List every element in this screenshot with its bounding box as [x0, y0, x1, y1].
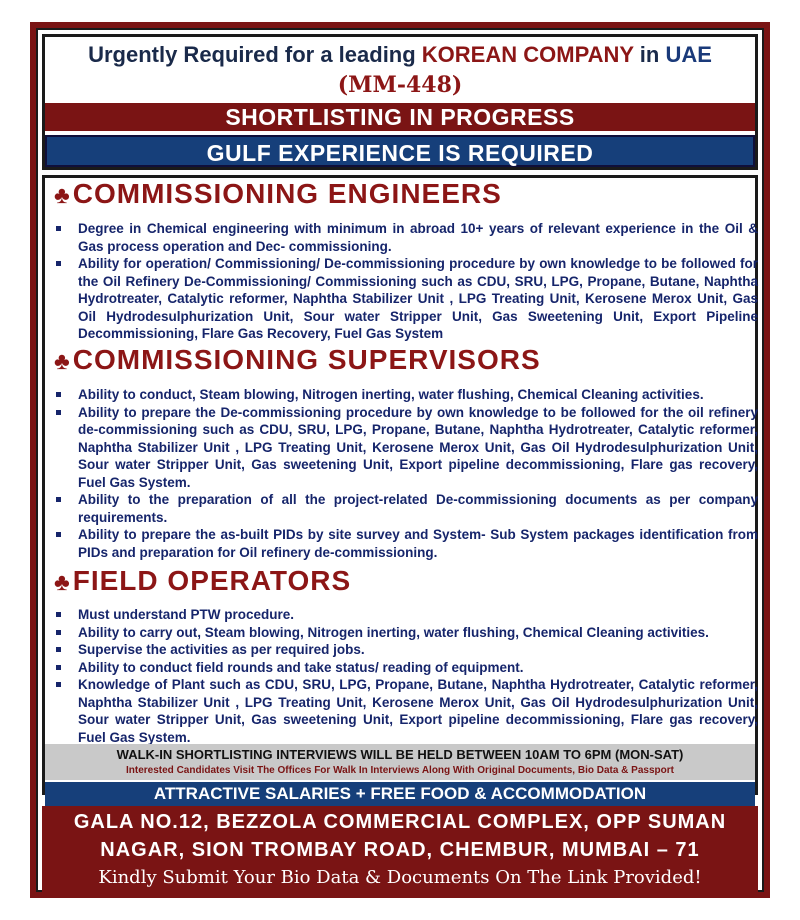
list-item: Ability to carry out, Steam blowing, Nitrogen inerting, water flushing, Chemical Cleaning activities.	[52, 624, 758, 642]
status-band: SHORTLISTING IN PROGRESS	[45, 103, 755, 131]
headline-middle: in	[633, 42, 666, 67]
bullet-list-supervisors	[52, 386, 758, 561]
list-item: Supervise the activities as per required jobs.	[52, 641, 758, 659]
bullet-list-engineers	[52, 220, 758, 343]
list-item: Ability for operation/ Commissioning/ De-commissioning procedure by own knowledge to be followed for the Oil Refinery De-Commissioning/ Commissioning such as CDU, SRU, LPG, Propane, Butane, Naphtha Hydrotreater, Catalytic reformer, Naphtha Stabilizer Unit , LPG Treating Unit, Kerosene Merox Unit, Gas Oil Hydrodesulphurization Unit, Sour water Stripper Unit, Gas Sweetening Unit, Export Pipeline Decommissioning, Flare Gas Recovery, Fuel Gas System	[52, 255, 758, 343]
list-item: Ability to conduct, Steam blowing, Nitrogen inerting, water flushing, Chemical Cleaning activities.	[52, 386, 758, 404]
reference-code: (MM-448)	[337, 72, 463, 98]
list-item: Ability to prepare the De-commissioning procedure by own knowledge to be followed for the oil refinery de-commissioning such as CDU, SRU, LPG, Propane, Butane, Naphtha Hydrotreater, Catalytic reformer, Naphtha Stabilizer Unit , LPG Treating Unit, Kerosene Merox Unit, Gas Oil Hydrodesulphurization Unit, Sour water Stripper Unit, Gas sweetening Unit, Export pipeline decommissioning, Flare gas recovery, Fuel Gas System.	[52, 404, 758, 492]
headline-country: UAE	[665, 42, 712, 67]
club-suit-icon: ♣	[54, 569, 71, 596]
section-title-text: COMMISSIONING SUPERVISORS	[72, 344, 541, 375]
list-item: Knowledge of Plant such as CDU, SRU, LPG, Propane, Butane, Naphtha Hydrotreater, Catalytic reformer, Naphtha Stabilizer Unit , LPG Treating Unit, Kerosene Merox Unit, Gas Oil Hydrodesulphurization Unit, Sour water Stripper Unit, Gas sweetening Unit, Export pipeline decommissioning, Flare gas recovery, Fuel Gas System.	[52, 676, 758, 746]
submit-note: Kindly Submit Your Bio Data & Documents On The Link Provided!	[98, 867, 702, 888]
list-item: Ability to conduct field rounds and take status/ reading of equipment.	[52, 659, 758, 677]
bullet-list-operators	[52, 606, 758, 746]
walkin-sub-text: Interested Candidates Visit The Offices For Walk In Interviews Along With Original Documents, Bio Data & Passport	[126, 765, 674, 776]
headline-prefix: Urgently Required for a leading	[88, 42, 422, 67]
walkin-main-text: WALK-IN SHORTLISTING INTERVIEWS WILL BE HELD BETWEEN 10AM TO 6PM (MON-SAT)	[116, 747, 684, 762]
list-item: Must understand PTW procedure.	[52, 606, 758, 624]
list-item: Degree in Chemical engineering with minimum in abroad 10+ years of relevant experience in the Oil & Gas process operation and Dec- commissioning.	[52, 220, 758, 255]
address-line-1: GALA NO.12, BEZZOLA COMMERCIAL COMPLEX, OPP SUMAN	[73, 811, 727, 833]
section-title-text: COMMISSIONING ENGINEERS	[72, 178, 502, 209]
section-title-text: FIELD OPERATORS	[72, 565, 352, 596]
address-line-2: NAGAR, SION TROMBAY ROAD, CHEMBUR, MUMBAI – 71	[100, 839, 700, 861]
headline	[45, 40, 755, 70]
address-block	[42, 806, 758, 892]
salary-band: ATTRACTIVE SALARIES + FREE FOOD & ACCOMMODATION	[45, 782, 755, 806]
section-title-commissioning-supervisors	[54, 344, 541, 376]
section-title-commissioning-engineers	[54, 178, 502, 210]
club-suit-icon: ♣	[54, 348, 71, 375]
walkin-banner	[45, 744, 755, 780]
requirement-band: GULF EXPERIENCE IS REQUIRED	[45, 135, 755, 167]
headline-company: KOREAN COMPANY	[421, 42, 634, 67]
club-suit-icon: ♣	[54, 182, 71, 209]
list-item: Ability to the preparation of all the project-related De-commissioning documents as per company requirements.	[52, 491, 758, 526]
list-item: Ability to prepare the as-built PIDs by site survey and System- Sub System packages identification from PIDs and preparation for Oil refinery de-commissioning.	[52, 526, 758, 561]
section-title-field-operators	[54, 565, 351, 597]
